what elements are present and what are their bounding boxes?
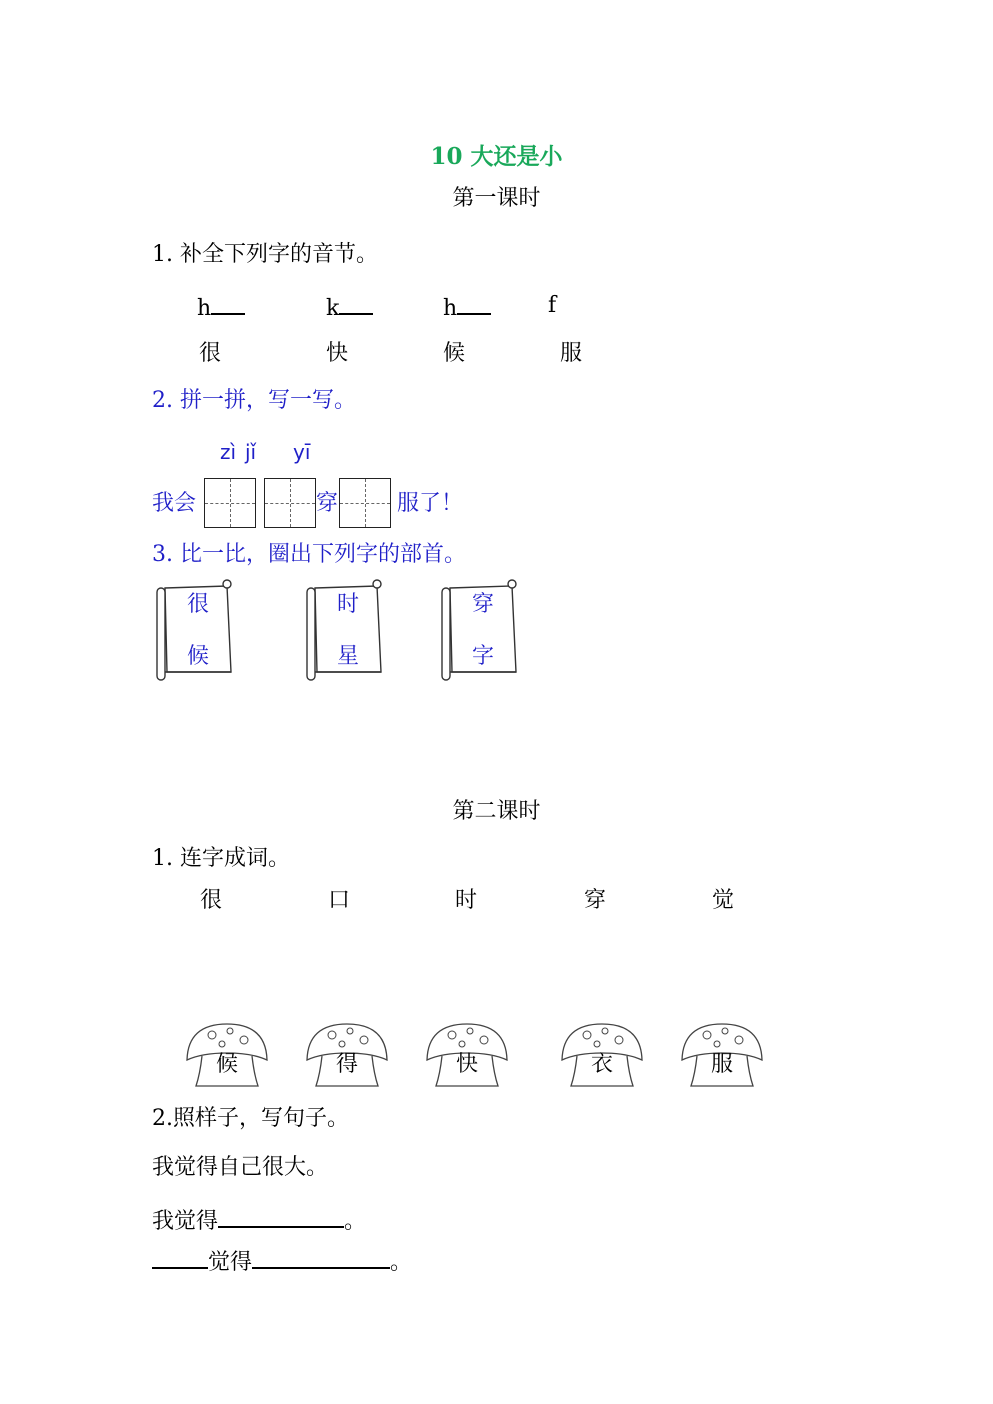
scroll-char-top[interactable]: 很: [186, 592, 209, 617]
example-sentence: 我觉得自己很大。: [152, 1155, 329, 1180]
mushroom-char: 候: [215, 1052, 238, 1077]
mushroom-char: 服: [710, 1052, 733, 1077]
scroll-card-3: [440, 576, 522, 684]
mushroom-char: 快: [455, 1052, 478, 1077]
writing-grid-box-2[interactable]: [264, 478, 316, 528]
mushroom-card-3[interactable]: [422, 1020, 512, 1092]
mushroom-card-4[interactable]: [557, 1020, 647, 1092]
mushroom-card-5[interactable]: [677, 1020, 767, 1092]
sentence-suffix: 服了！: [397, 491, 464, 516]
writing-grid-box-3[interactable]: [339, 478, 391, 528]
scroll-char-bottom[interactable]: 候: [186, 644, 209, 669]
mushroom-char: 得: [335, 1052, 358, 1077]
worksheet-title: 10 大还是小: [430, 143, 563, 170]
match-char-top[interactable]: 穿: [584, 888, 607, 913]
writing-grid-box-1[interactable]: [204, 478, 256, 528]
mushroom-card-2[interactable]: [302, 1020, 392, 1092]
scroll-char-top[interactable]: 时: [336, 592, 359, 617]
answer-line[interactable]: [152, 1247, 208, 1269]
answer-line[interactable]: [252, 1247, 390, 1269]
char-label: 候: [443, 341, 466, 366]
lesson2-heading: 第二课时: [452, 799, 541, 824]
sentence-middle: 穿: [316, 491, 339, 516]
answer-line[interactable]: [457, 293, 491, 315]
pinyin-yi: yī: [293, 440, 311, 464]
match-char-top[interactable]: 口: [328, 888, 351, 913]
scroll-char-top[interactable]: 穿: [471, 592, 494, 617]
pinyin-blank-2: k: [326, 293, 373, 322]
l1-q1-prompt: 1. 补全下列字的音节。: [152, 242, 378, 267]
answer-line[interactable]: [339, 293, 373, 315]
char-label: 很: [199, 341, 222, 366]
match-char-top[interactable]: 时: [455, 888, 478, 913]
sentence-prefix: 我会: [152, 491, 197, 516]
l2-q1-prompt: 1. 连字成词。: [152, 846, 290, 871]
pinyin-blank-3: h: [443, 293, 491, 322]
match-char-top[interactable]: 很: [200, 888, 223, 913]
char-label: 快: [326, 341, 349, 366]
l1-q3-prompt: 3. 比一比，圈出下列字的部首。: [152, 542, 466, 567]
char-label: 服: [560, 341, 583, 366]
fill-sentence-2: 觉得 。: [152, 1247, 412, 1276]
mushroom-card-1[interactable]: [182, 1020, 272, 1092]
pinyin-blank-4: f: [548, 293, 557, 318]
scroll-card-2: [305, 576, 387, 684]
fill-sentence-1: 我觉得 。: [152, 1206, 366, 1235]
scroll-card-1: [155, 576, 237, 684]
pinyin-ji: jǐ: [245, 440, 257, 464]
answer-line[interactable]: [218, 1206, 344, 1228]
l1-q2-prompt: 2. 拼一拼，写一写。: [152, 388, 356, 413]
pinyin-zi: zì: [220, 440, 237, 464]
pinyin-blank-1: h: [197, 293, 245, 322]
match-char-top[interactable]: 觉: [712, 888, 735, 913]
mushroom-char: 衣: [590, 1052, 613, 1077]
lesson1-heading: 第一课时: [452, 186, 541, 211]
answer-line[interactable]: [211, 293, 245, 315]
l2-q2-prompt: 2.照样子，写句子。: [152, 1106, 349, 1131]
scroll-char-bottom[interactable]: 星: [336, 644, 359, 669]
scroll-char-bottom[interactable]: 字: [471, 644, 494, 669]
